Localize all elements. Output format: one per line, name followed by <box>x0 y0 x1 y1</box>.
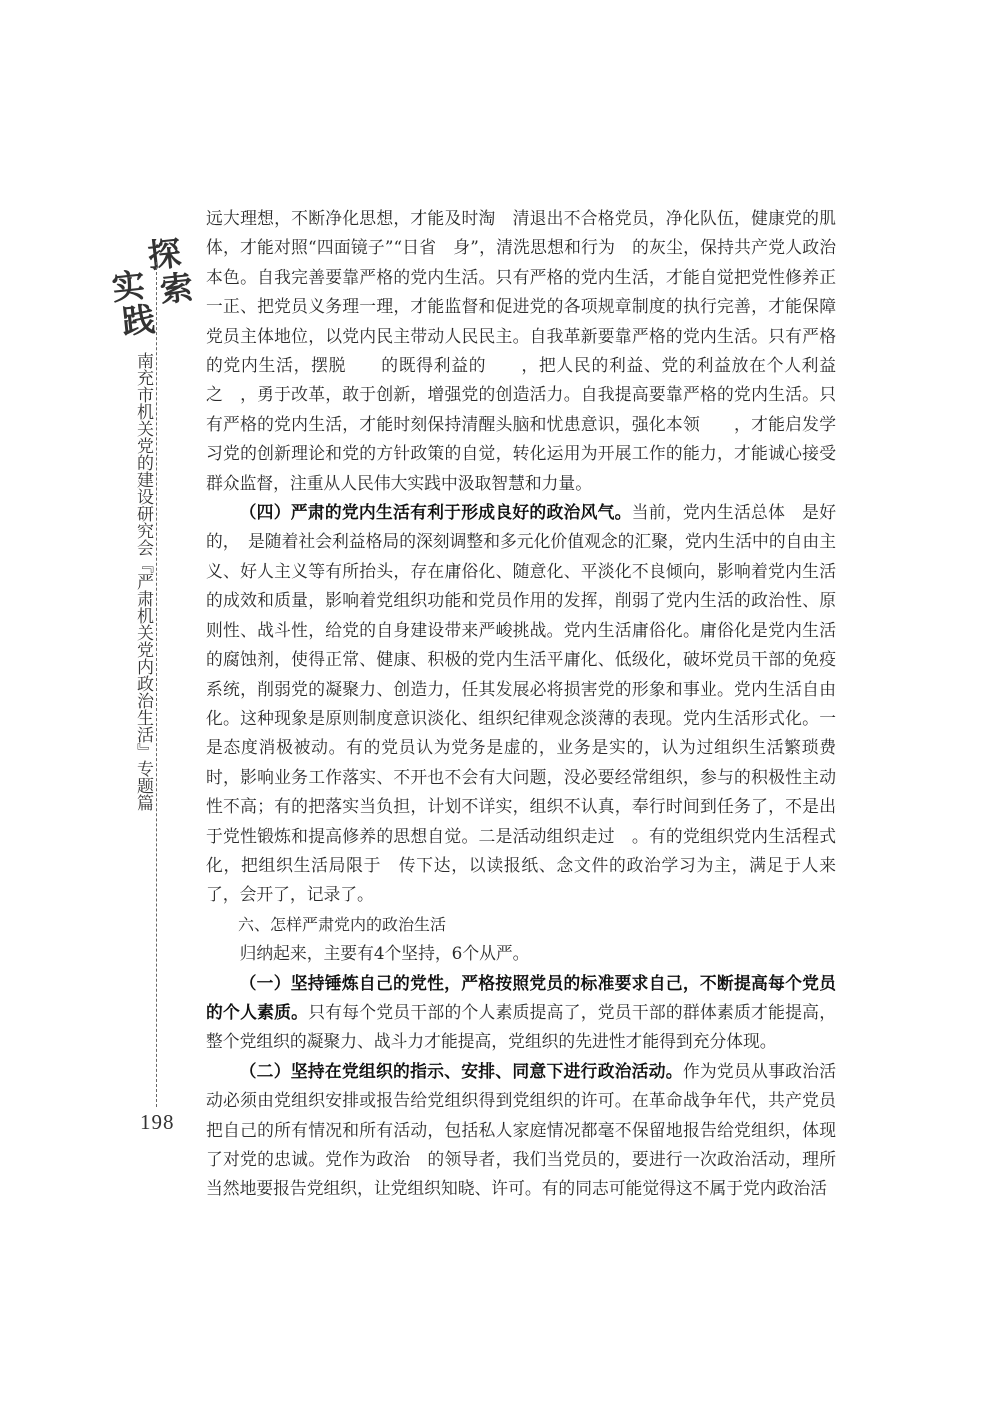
vertical-series-title: 南充市机关党的建设研究会『严肃机关党内政治生活』专题篇 <box>133 352 153 811</box>
paragraph-4-text: 只有每个党员干部的个人素质提高了，党员干部的群体素质才能提高，整个党组织的凝聚力、战斗力才能提高，党组织的先进性才能得到充分体现。 <box>206 1001 836 1052</box>
paragraph-4-heading: （一）坚持锤炼自己的党性，严格按照党员的标准要求自己，不断提高每个党员的个人素质。 <box>206 972 836 1022</box>
paragraph-5-text: 作为党员从事政治活动必须由党组织安排或报告给党组织得到党组织的许可。在革命战争年代，共产党员把自己的所有情况和所有活动，包括私人家庭情况都毫不保留地报告给党组织，体现了对党的忠诚。党作为政治 的领导者，我们当党员的，要进行一次政治活动，理所当然地要报告党组织，让党组织知晓、许可。有的同志可能觉得这不属于党内政治活 <box>206 1060 836 1199</box>
column-logo <box>110 233 195 342</box>
paragraph-2-heading: （四）严肃的党内生活有利于形成良好的政治风气。 <box>239 502 632 523</box>
paragraph-3: 归纳起来，主要有4个坚持，6个从严。 <box>239 943 530 964</box>
paragraph-5 <box>206 1057 836 1204</box>
page-number: 198 <box>140 1110 175 1134</box>
paragraph-2 <box>206 498 836 910</box>
paragraph-5-heading: （二）坚持在党组织的指示、安排、同意下进行政治活动。 <box>239 1060 683 1081</box>
section-title: 六、怎样严肃党内的政治生活 <box>238 914 447 934</box>
logo-char-3: 实 <box>110 265 147 308</box>
article-body <box>206 204 836 1204</box>
margin-divider <box>156 262 157 1107</box>
paragraph-1: 远大理想，不断净化思想，才能及时淘 清退出不合格党员，净化队伍，健康党的肌体，才能对照“四面镜子”“日省 身”，清洗思想和行为 的灰尘，保持共产党人政治本色。自我完善要靠严格的党内生活。只有严格的党内生活，才能自觉把党性修养正一正、把党员义务理一理，才能监督和促进党的各项规章制度的执行完善，才能保障党员主体地位，以党内民主带动人民民主。自我革新要靠严格的党内生活。只有严格的党内生活，摆脱 的既得利益的 ，把人民的利益、党的利益放在个人利益之 ，勇于改革，敢于创新，增强党的创造活力。自我提高要靠严格的党内生活。只有严格的党内生活，才能时刻保持清醒头脑和忧患意识，强化本领 ，才能启发学习党的创新理论和党的方针政策的自觉，转化运用为开展工作的能力，才能诚心接受群众监督，注重从人民伟大实践中汲取智慧和力量。 <box>206 208 836 493</box>
logo-char-1: 探 <box>146 233 183 276</box>
logo-char-4: 践 <box>120 299 157 342</box>
logo-char-2: 索 <box>158 267 195 310</box>
paragraph-2-text: 当前，党内生活总体 是好的， 是随着社会利益格局的深刻调整和多元化价值观念的汇聚，党内生活中的自由主义、好人主义等有所抬头，存在庸俗化、随意化、平淡化不良倾向，影响着党内生活的成效和质量，影响着党组织功能和党员作用的发挥，削弱了党内生活的政治性、原则性、战斗性，给党的自身建设带来严峻挑战。党内生活庸俗化。庸俗化是党内生活的腐蚀剂，使得正常、健康、积极的党内生活平庸化、低级化，破坏党员干部的免疫系统，削弱党的凝聚力、创造力，任其发展必将损害党的形象和事业。党内生活自由化。这种现象是原则制度意识淡化、组织纪律观念淡薄的表现。党内生活形式化。一是态度消极被动。有的党员认为党务是虚的，业务是实的，认为过组织生活繁琐费时，影响业务工作落实、不开也不会有大问题，没必要经常组织，参与的积极性主动性不高；有的把落实当负担，计划不详实，组织不认真，奉行时间到任务了，不是出于党性锻炼和提高修养的思想自觉。二是活动组织走过 。有的党组织党内生活程式化，把组织生活局限于 传下达，以读报纸、念文件的政治学习为主，满足于人来了，会开了，记录了。 <box>206 502 836 905</box>
paragraph-4 <box>206 969 836 1057</box>
